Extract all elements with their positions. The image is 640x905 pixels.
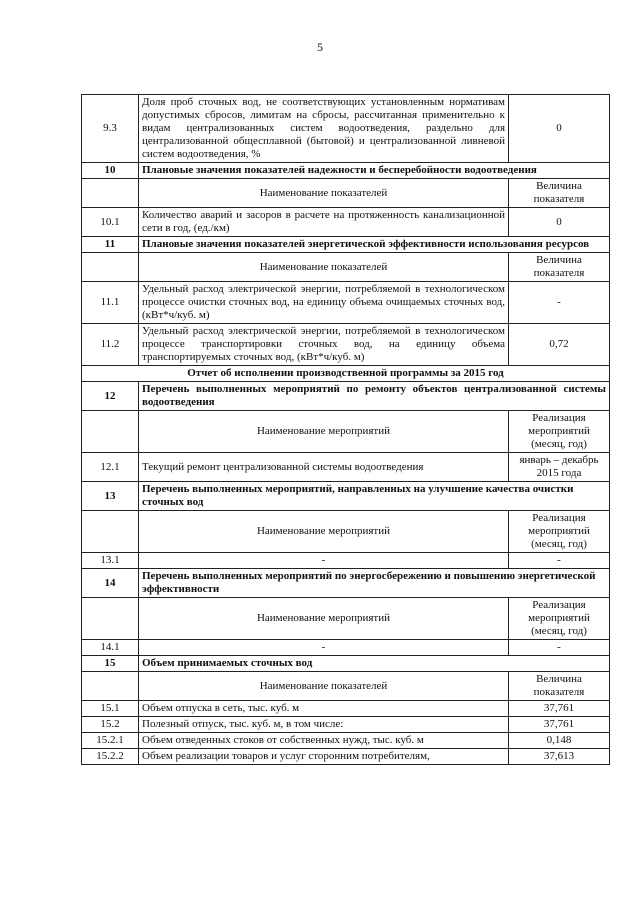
column-header-value: Величина показателя — [509, 672, 610, 701]
header-row — [82, 411, 610, 453]
row-number: 14.1 — [82, 640, 139, 656]
section-row — [82, 569, 610, 598]
row-number: 10.1 — [82, 208, 139, 237]
section-title: Плановые значения показателей надежности и бесперебойности водоотведения — [139, 163, 610, 179]
row-number: 11.2 — [82, 324, 139, 366]
section-row — [82, 482, 610, 511]
empty-cell — [82, 253, 139, 282]
row-number: 15.1 — [82, 701, 139, 717]
row-number: 11.1 — [82, 282, 139, 324]
table-row — [82, 324, 610, 366]
table-row — [82, 733, 610, 749]
indicator-name: Объем реализации товаров и услуг сторонним потребителям, — [139, 749, 509, 765]
empty-cell — [82, 179, 139, 208]
indicator-name: Удельный расход электрической энергии, потребляемой в технологическом процессе транспортировки сточных вод, на единицу объема транспортируемых сточных вод, (кВт*ч/куб. м) — [139, 324, 509, 366]
row-number: 15.2.2 — [82, 749, 139, 765]
indicator-name: Доля проб сточных вод, не соответствующих установленным нормативам допустимых сбросов, лимитам на сбросы, рассчитанная применительно к видам централизованных систем водоотведения, раздельно для централизованной общесплавной (бытовой) и централизованной ливневой систем водоотведения, % — [139, 95, 509, 163]
column-header-value: Реализация мероприятий (месяц, год) — [509, 598, 610, 640]
activity-name: - — [139, 640, 509, 656]
section-number: 10 — [82, 163, 139, 179]
table-row — [82, 749, 610, 765]
row-number: 15.2.1 — [82, 733, 139, 749]
section-title: Плановые значения показателей энергетической эффективности использования ресурсов — [139, 237, 610, 253]
section-title: Перечень выполненных мероприятий по ремонту объектов централизованной системы водоотведения — [139, 382, 610, 411]
table-row — [82, 95, 610, 163]
report-title-row — [82, 366, 610, 382]
indicator-value: 37,613 — [509, 749, 610, 765]
column-header-name: Наименование мероприятий — [139, 411, 509, 453]
row-number: 9.3 — [82, 95, 139, 163]
indicator-value: 0,72 — [509, 324, 610, 366]
indicator-name: Объем отведенных стоков от собственных нужд, тыс. куб. м — [139, 733, 509, 749]
column-header-name: Наименование мероприятий — [139, 598, 509, 640]
header-row — [82, 253, 610, 282]
table-row — [82, 282, 610, 324]
row-number: 12.1 — [82, 453, 139, 482]
activity-period: - — [509, 640, 610, 656]
section-title: Объем принимаемых сточных вод — [139, 656, 610, 672]
indicator-value: 37,761 — [509, 701, 610, 717]
header-row — [82, 511, 610, 553]
page-number: 5 — [317, 40, 323, 54]
column-header-value: Величина показателя — [509, 179, 610, 208]
empty-cell — [82, 598, 139, 640]
indicators-table — [81, 94, 610, 765]
section-number: 11 — [82, 237, 139, 253]
section-number: 15 — [82, 656, 139, 672]
table-row — [82, 553, 610, 569]
section-row — [82, 656, 610, 672]
activity-name: - — [139, 553, 509, 569]
empty-cell — [82, 411, 139, 453]
column-header-value: Реализация мероприятий (месяц, год) — [509, 511, 610, 553]
section-title: Перечень выполненных мероприятий, направленных на улучшение качества очистки сточных вод — [139, 482, 610, 511]
section-title: Перечень выполненных мероприятий по энергосбережению и повышению энергетической эффективности — [139, 569, 610, 598]
table-row — [82, 640, 610, 656]
section-number: 13 — [82, 482, 139, 511]
table-row — [82, 701, 610, 717]
indicator-name: Удельный расход электрической энергии, потребляемой в технологическом процессе очистки сточных вод, на единицу объема очищаемых сточных вод, (кВт*ч/куб. м) — [139, 282, 509, 324]
header-row — [82, 179, 610, 208]
indicator-name: Объем отпуска в сеть, тыс. куб. м — [139, 701, 509, 717]
header-row — [82, 672, 610, 701]
empty-cell — [82, 672, 139, 701]
indicator-value: - — [509, 282, 610, 324]
report-title: Отчет об исполнении производственной программы за 2015 год — [82, 366, 610, 382]
activity-period: январь – декабрь 2015 года — [509, 453, 610, 482]
empty-cell — [82, 511, 139, 553]
column-header-value: Величина показателя — [509, 253, 610, 282]
activity-period: - — [509, 553, 610, 569]
row-number: 13.1 — [82, 553, 139, 569]
column-header-name: Наименование показателей — [139, 672, 509, 701]
indicator-value: 0 — [509, 208, 610, 237]
table-row — [82, 208, 610, 237]
section-number: 14 — [82, 569, 139, 598]
indicator-value: 0,148 — [509, 733, 610, 749]
column-header-name: Наименование показателей — [139, 253, 509, 282]
indicator-name: Количество аварий и засоров в расчете на протяженность канализационной сети в год, (ед./км) — [139, 208, 509, 237]
section-row — [82, 237, 610, 253]
header-row — [82, 598, 610, 640]
row-number: 15.2 — [82, 717, 139, 733]
section-number: 12 — [82, 382, 139, 411]
table-row — [82, 717, 610, 733]
indicator-value: 0 — [509, 95, 610, 163]
section-row — [82, 163, 610, 179]
column-header-name: Наименование мероприятий — [139, 511, 509, 553]
indicator-value: 37,761 — [509, 717, 610, 733]
column-header-value: Реализация мероприятий (месяц, год) — [509, 411, 610, 453]
activity-name: Текущий ремонт централизованной системы водоотведения — [139, 453, 509, 482]
table-row — [82, 453, 610, 482]
section-row — [82, 382, 610, 411]
column-header-name: Наименование показателей — [139, 179, 509, 208]
indicator-name: Полезный отпуск, тыс. куб. м, в том числе: — [139, 717, 509, 733]
